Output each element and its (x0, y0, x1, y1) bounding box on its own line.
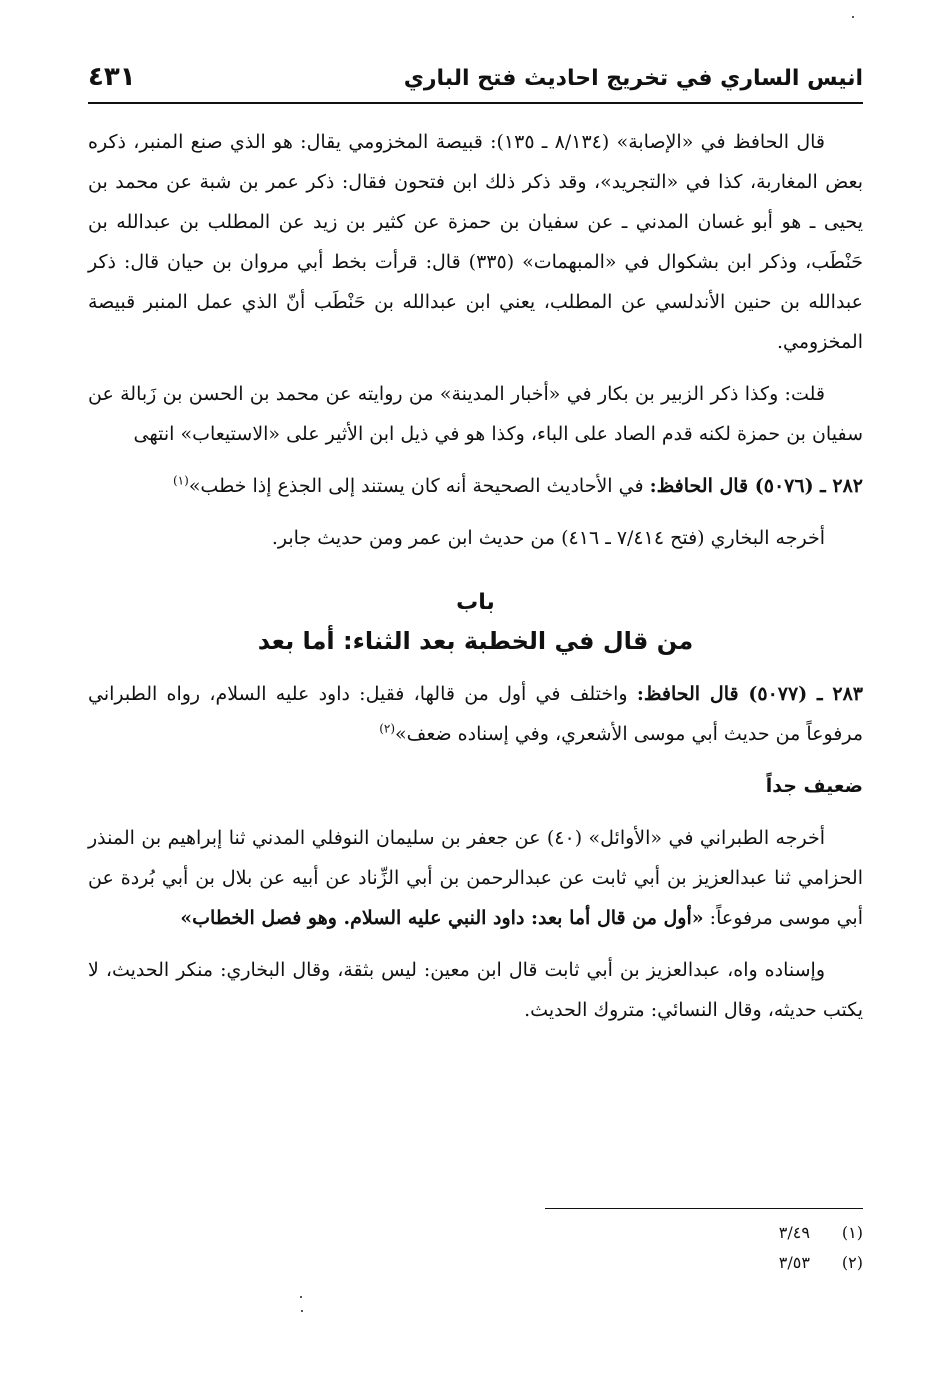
footnote-1-number: (١) (841, 1223, 863, 1242)
hadith-282-lead: ٢٨٢ ـ (٥٠٧٦) قال الحافظ: (649, 475, 863, 497)
page-number: ٤٣١ (88, 62, 136, 92)
chapter-label: باب (456, 590, 495, 615)
footnote-2-number: (٢) (841, 1253, 863, 1272)
grading-283: وإسناده واه، عبدالعزيز بن أبي ثابت قال ابن معين: ليس بثقة، وقال البخاري: منكر الحديث، لا يكتب حديثه، وقال النسائي: متروك الحديث. (88, 959, 863, 1021)
footnote-marker-2: (٢) (379, 721, 396, 736)
footnote-separator (545, 1208, 863, 1209)
takhrij-283 (88, 818, 863, 938)
scan-speck (852, 16, 854, 18)
running-title: انيس الساري في تخريج احاديث فتح الباري (403, 66, 863, 91)
scan-speck (301, 1310, 303, 1312)
hadith-282 (88, 466, 863, 506)
page-header (88, 62, 863, 104)
takhrij-282: أخرجه البخاري (فتح ٧/٤١٤ ـ ٤١٦) من حديث ابن عمر ومن حديث جابر. (271, 527, 825, 549)
verdict-283: ضعيف جداً (765, 775, 863, 797)
takhrij-283-text: أخرجه الطبراني في «الأوائل» (٤٠) عن جعفر بن سليمان النوفلي المدني ثنا إبراهيم بن المنذر الحزامي ثنا عبدالعزيز بن أبي ثابت عن عبدالرحمن بن أبي الزِّناد عن أبيه عن بلال بن أبي بُردة عن أبي موسى مرفوعاً: (88, 827, 863, 929)
page-body (88, 122, 863, 1042)
footnotes (560, 1218, 863, 1278)
footnote-1-ref: ٣/٤٩ (778, 1223, 810, 1242)
footnote-2 (560, 1248, 863, 1278)
footnote-1 (560, 1218, 863, 1248)
hadith-282-text: في الأحاديث الصحيحة أنه كان يستند إلى الجذع إذا خطب» (188, 475, 644, 497)
takhrij-283-quote: «أول من قال أما بعد: داود النبي عليه السلام. وهو فصل الخطاب» (180, 907, 704, 929)
hadith-283-text: واختلف في أول من قالها، فقيل: داود عليه السلام، رواه الطبراني مرفوعاً من حديث أبي موسى الأشعري، وفي إسناده ضعف» (88, 683, 863, 745)
paragraph-isaba: قال الحافظ في «الإصابة» (٨/١٣٤ ـ ١٣٥): قبيصة المخزومي يقال: هو الذي صنع المنبر، ذكره بعض المغاربة، كذا في «التجريد»، وقد ذكر ذلك ابن فتحون فقال: ذكر عمر بن شبة عن محمد بن يحيى ـ هو أبو غسان المدني ـ عن سفيان بن حمزة عن كثير بن زيد عن المطلب بن عبدالله بن حَنْطَب، وذكر ابن بشكوال في «المبهمات» (٣٣٥) قال: قرأت بخط أبي مروان بن حيان قال: ذكر عبدالله بن حنين الأندلسي عن المطلب، يعني ابن عبدالله بن حَنْطَب أنّ الذي عمل المنبر قبيصة المخزومي. (88, 131, 863, 353)
chapter-title: من قال في الخطبة بعد الثناء: أما بعد (257, 627, 694, 655)
paragraph-qultu: قلت: وكذا ذكر الزبير بن بكار في «أخبار المدينة» من روايته عن محمد بن الحسن بن زَبالة عن سفيان بن حمزة لكنه قدم الصاد على الباء، وكذا هو في ذيل ابن الأثير على «الاستيعاب» انتهى (88, 383, 863, 445)
hadith-283 (88, 674, 863, 754)
chapter-heading (88, 584, 863, 660)
footnote-marker-1: (١) (172, 473, 189, 488)
footnote-2-ref: ٣/٥٣ (778, 1253, 810, 1272)
scan-speck (300, 1296, 302, 1298)
hadith-283-lead: ٢٨٣ ـ (٥٠٧٧) قال الحافظ: (636, 683, 863, 705)
